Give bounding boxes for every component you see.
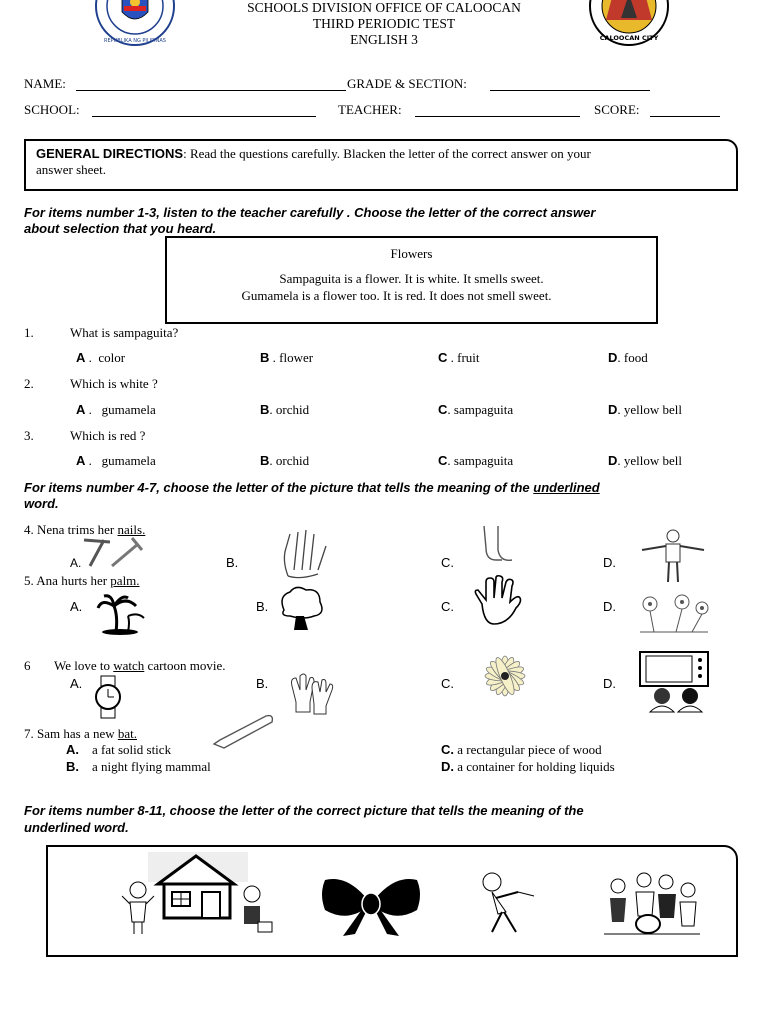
grade-field[interactable]	[490, 78, 650, 91]
q2-number: 2.	[24, 376, 34, 391]
ribbon-bow-icon	[319, 874, 423, 938]
q1-option-c[interactable]: C . fruit	[438, 350, 480, 365]
q2-option-d[interactable]: D. yellow bell	[608, 402, 683, 417]
baseball-bat-icon	[210, 714, 276, 748]
teacher-label: TEACHER:	[338, 102, 402, 117]
school-field[interactable]	[92, 104, 316, 117]
q1-option-b[interactable]: B . flower	[260, 350, 314, 365]
q1-text: What is sampaguita?	[70, 325, 179, 340]
band-musicians-icon	[604, 872, 700, 938]
q5-text: 5. Ana hurts her palm.	[24, 573, 140, 588]
q7-option-c[interactable]: C. a rectangular piece of wood	[441, 742, 602, 757]
test-title: THIRD PERIODIC TEST	[312, 16, 456, 31]
q4-option-c[interactable]: C.	[441, 555, 454, 570]
q3-option-c[interactable]: C. sampaguita	[438, 453, 514, 468]
name-field[interactable]	[76, 78, 346, 91]
palm-hand-icon	[472, 576, 524, 628]
directions-text-2: answer sheet.	[36, 162, 107, 177]
q6-option-d[interactable]: D.	[603, 676, 616, 691]
office-title: SCHOOLS DIVISION OFFICE OF CALOOCAN	[247, 0, 521, 15]
q6-text: We love to watch cartoon movie.	[54, 658, 226, 673]
directions-text: : Read the questions carefully. Blacken the letter of the correct answer on your	[183, 146, 591, 161]
name-label: NAME:	[24, 76, 66, 91]
q4-option-d[interactable]: D.	[603, 555, 616, 570]
score-label: SCORE:	[594, 102, 640, 117]
q7-option-d[interactable]: D. a container for holding liquids	[441, 759, 615, 774]
q2-option-a[interactable]: A . gumamela	[76, 402, 156, 417]
q5-option-b[interactable]: B.	[256, 599, 269, 614]
section3-instruction-2: underlined word.	[24, 820, 129, 835]
daisy-flower-icon	[476, 651, 534, 701]
section2-instruction-2: word.	[24, 496, 59, 511]
wristwatch-icon	[93, 676, 123, 718]
svg-text:REPUBLIKA NG PILIPINAS: REPUBLIKA NG PILIPINAS	[104, 38, 166, 44]
q7-option-b[interactable]: B. a night flying mammal	[66, 759, 211, 774]
palm-tree-icon	[98, 594, 146, 634]
q2-option-c[interactable]: C. sampaguita	[438, 402, 514, 417]
q3-option-b[interactable]: B. orchid	[260, 453, 310, 468]
feet-icon	[476, 524, 516, 564]
q6-option-c[interactable]: C.	[441, 676, 454, 691]
flowers-icon	[636, 594, 712, 634]
q7-text: 7. Sam has a new bat.	[24, 726, 138, 741]
q6-option-a[interactable]: A.	[70, 676, 83, 691]
score-field[interactable]	[650, 104, 720, 117]
house-with-kids-icon	[122, 850, 282, 940]
story-line-2: Gumamela is a flower too. It is red. It does not smell sweet.	[241, 288, 552, 303]
q2-option-b[interactable]: B. orchid	[260, 402, 310, 417]
q2-text: Which is white ?	[70, 376, 158, 391]
q5-option-a[interactable]: A.	[70, 599, 83, 614]
q6-number: 6	[24, 658, 31, 673]
q1-option-d[interactable]: D. food	[608, 350, 648, 365]
subject-title: ENGLISH 3	[350, 32, 418, 47]
hand-outline-icon	[280, 530, 332, 578]
right-seal	[588, 0, 670, 46]
q5-option-c[interactable]: C.	[441, 599, 454, 614]
boy-bowing-icon	[472, 872, 542, 936]
story-line-1: Sampaguita is a flower. It is white. It smells sweet.	[279, 271, 544, 286]
section2-instruction: For items number 4-7, choose the letter of the picture that tells the meaning of the underlined	[24, 480, 600, 495]
q4-text: 4. Nena trims her nails.	[24, 522, 146, 537]
tree-icon	[278, 586, 324, 632]
svg-text:CALOOCAN CITY: CALOOCAN CITY	[599, 34, 659, 42]
q4-option-b[interactable]: B.	[226, 555, 239, 570]
q3-text: Which is red ?	[70, 428, 146, 443]
q6-option-b[interactable]: B.	[256, 676, 269, 691]
q3-option-d[interactable]: D. yellow bell	[608, 453, 683, 468]
q1-option-a[interactable]: A . color	[76, 350, 126, 365]
q3-option-a[interactable]: A . gumamela	[76, 453, 156, 468]
left-seal	[94, 0, 176, 46]
story-title: Flowers	[390, 246, 433, 261]
q1-number: 1.	[24, 325, 34, 340]
q7-option-a[interactable]: A. a fat solid stick	[66, 742, 172, 757]
q3-number: 3.	[24, 428, 34, 443]
school-label: SCHOOL:	[24, 102, 80, 117]
teacher-field[interactable]	[415, 104, 580, 117]
gloves-icon	[288, 672, 336, 716]
section3-instruction: For items number 8-11, choose the letter of the correct picture that tells the meaning of the	[24, 803, 584, 818]
boy-arms-open-icon	[638, 528, 708, 584]
kids-watching-tv-icon	[638, 650, 710, 714]
grade-label: GRADE & SECTION:	[347, 76, 467, 91]
directions-label: GENERAL DIRECTIONS	[36, 146, 184, 161]
q5-option-d[interactable]: D.	[603, 599, 616, 614]
section1-instruction-2: about selection that you heard.	[24, 221, 217, 236]
q4-option-a[interactable]: A.	[70, 556, 82, 570]
nails-icon	[82, 536, 142, 568]
section1-instruction: For items number 1-3, listen to the teacher carefully . Choose the letter of the correct answer	[24, 205, 596, 220]
story-box	[165, 236, 658, 324]
